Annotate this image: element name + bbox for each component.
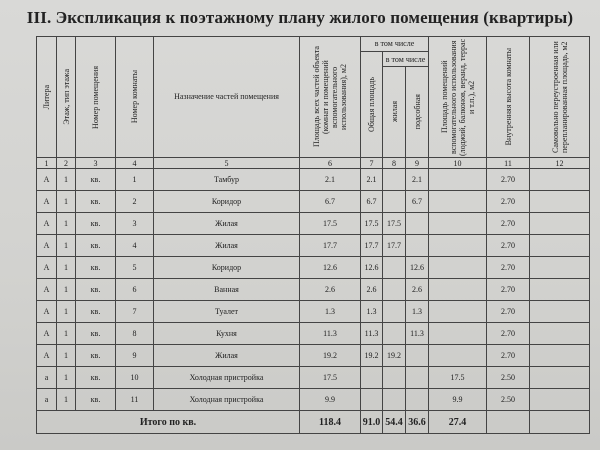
header-unauthorized: Самовольно переустроенная или перепланированная площадь, м2 [530,37,590,158]
table-row: А 1 кв. 3 Жилая 17.5 17.5 17.5 2.70 [37,213,590,235]
total-living: 54.4 [383,411,406,434]
table-row: А 1 кв. 2 Коридор 6.7 6.7 6.7 2.70 [37,191,590,213]
total-loggia: 27.4 [429,411,487,434]
total-row [37,411,590,434]
table-row: А 1 кв. 8 Кухня 11.3 11.3 11.3 2.70 [37,323,590,345]
total-label: Итого по кв. [37,411,300,434]
column-numbers-row: 1 2 3 4 5 6 7 8 9 10 11 12 [37,158,590,169]
header-name: Назначение частей помещения [154,37,300,158]
explication-table [36,36,590,434]
header-height: Внутренняя высота комнаты [487,37,530,158]
header-auxiliary: подсобная [406,67,429,158]
header-litera: Литера [37,37,57,158]
table-row: А 1 кв. 5 Коридор 12.6 12.6 12.6 2.70 [37,257,590,279]
header-total-area: Площадь всех частей объекта (комнат и помещений вспомогательного использования), м2 [300,37,361,158]
header-in-that: в том числе [361,37,429,52]
header-in-that-2: в том числе [383,52,429,67]
total-general: 91.0 [361,411,383,434]
table-row: А 1 кв. 4 Жилая 17.7 17.7 17.7 2.70 [37,235,590,257]
header-living: жилая [383,67,406,158]
header-premise-no: Номер помещения [76,37,116,158]
header-floor: Этаж, тип этажа [57,37,76,158]
table-row: А 1 кв. 7 Туалет 1.3 1.3 1.3 2.70 [37,301,590,323]
header-room-no: Номер комнаты [116,37,154,158]
table-row: а 1 кв. 11 Холодная пристройка 9.9 9.9 2.50 [37,389,590,411]
table-row: А 1 кв. 1 Тамбур 2.1 2.1 2.1 2.70 [37,169,590,191]
table-row: а 1 кв. 10 Холодная пристройка 17.5 17.5 2.50 [37,367,590,389]
table-row: А 1 кв. 9 Жилая 19.2 19.2 19.2 2.70 [37,345,590,367]
document-title: III. Экспликация к поэтажному плану жилого помещения (квартиры) [26,8,574,27]
total-area: 118.4 [300,411,361,434]
total-aux: 36.6 [406,411,429,434]
header-aux-use-area: Площадь помещений вспомогательного использования (лоджий, балконов, веранд, террас и т.п.), м2 [429,37,487,158]
header-general-area: Общая площадь [361,52,383,158]
table-row: А 1 кв. 6 Ванная 2.6 2.6 2.6 2.70 [37,279,590,301]
